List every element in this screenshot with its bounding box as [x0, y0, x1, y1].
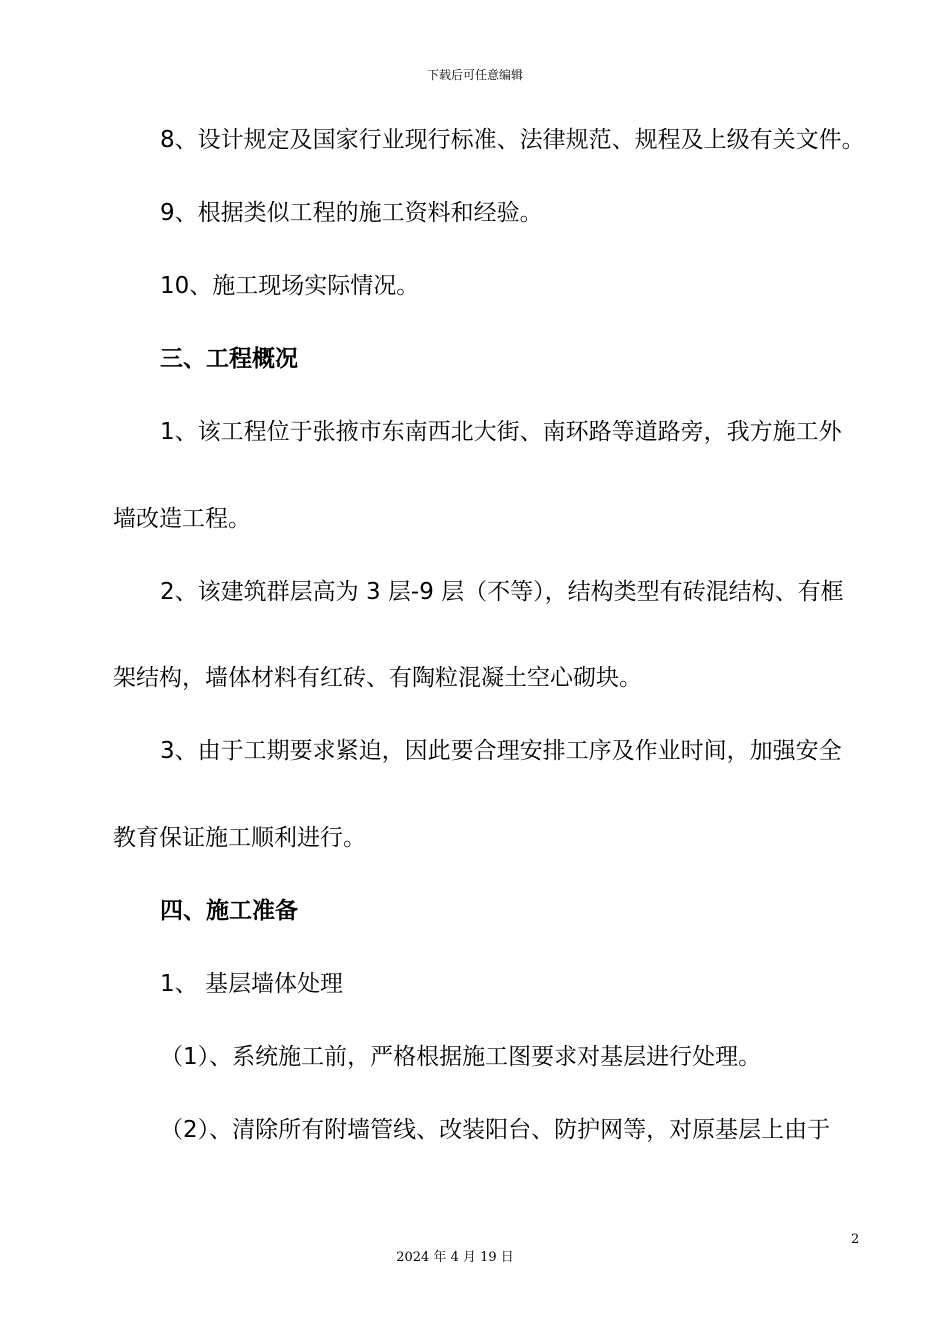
footer-date: 2024 年 4 月 19 日 — [396, 1250, 514, 1265]
section-heading-overview: 三、工程概况 — [160, 346, 298, 372]
overview-item-1-line-1: 1、该工程位于张掖市东南西北大街、南环路等道路旁，我方施工外 — [160, 419, 842, 445]
overview-item-3-line-1: 3、由于工期要求紧迫，因此要合理安排工序及作业时间，加强安全 — [160, 738, 842, 764]
preparation-item-1: 1、 基层墙体处理 — [160, 971, 343, 997]
overview-item-1-line-2: 墙改造工程。 — [113, 506, 251, 532]
page-number: 2 — [851, 1232, 860, 1247]
preparation-sub-item-1: （1）、系统施工前，严格根据施工图要求对基层进行处理。 — [160, 1044, 762, 1070]
text-line-item-10: 10、施工现场实际情况。 — [160, 273, 420, 299]
text-line-item-8: 8、设计规定及国家行业现行标准、法律规范、规程及上级有关文件。 — [160, 127, 865, 153]
text-line-item-9: 9、根据类似工程的施工资料和经验。 — [160, 200, 543, 226]
overview-item-3-line-2: 教育保证施工顺利进行。 — [113, 825, 366, 851]
section-heading-preparation: 四、施工准备 — [160, 898, 298, 924]
overview-item-2-line-1: 2、该建筑群层高为 3 层-9 层（不等），结构类型有砖混结构、有框 — [160, 579, 844, 605]
overview-item-2-line-2: 架结构，墙体材料有红砖、有陶粒混凝土空心砌块。 — [113, 665, 642, 691]
page-header: 下载后可任意编辑 — [426, 68, 523, 82]
preparation-sub-item-2: （2）、清除所有附墙管线、改装阳台、防护网等，对原基层上由于 — [160, 1117, 831, 1143]
